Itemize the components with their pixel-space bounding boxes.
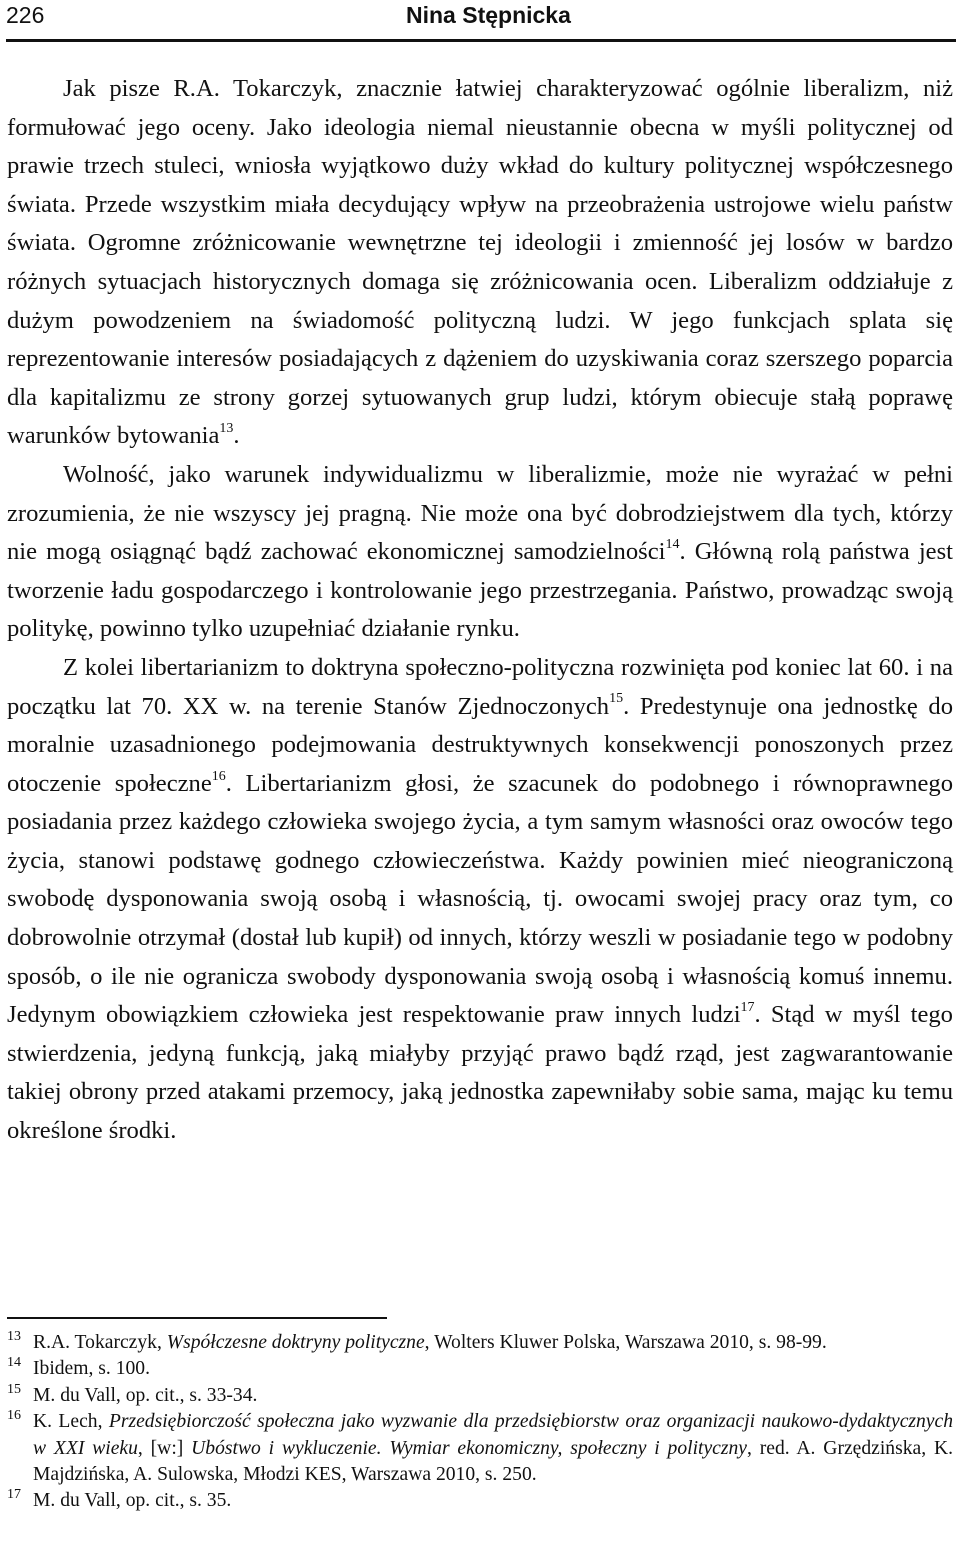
footnote-text: , Wolters Kluwer Polska, Warszawa 2010, s. 98-99. [424,1332,827,1353]
paragraph [7,456,953,649]
text-run: Wolność, jako warunek indywidualizmu w liberalizmie, może nie wyrażać w pełni zrozumienia, że nie wszyscy jej pragną. Nie może ona być dobrodziejstwem dla tych, którzy nie mogą osiągnąć bądź zachować ekonomicznej samodzielności [7,460,953,566]
main-text [7,70,953,1151]
footnote-number: 17 [7,1487,21,1503]
footnote-ref[interactable]: 16 [211,768,226,784]
footnote [7,1356,953,1382]
footnote [7,1330,953,1356]
footnote-ref[interactable]: 15 [609,691,624,707]
header-rule [6,39,956,42]
paragraph [7,70,953,456]
footnote-text: M. du Vall, op. cit., s. 33-34. [33,1384,258,1406]
footnote-ref[interactable]: 13 [219,421,234,437]
footnotes [7,1330,953,1515]
footnote-number: 15 [7,1381,21,1397]
footnote-ref[interactable]: 17 [740,1000,755,1016]
text-run: Jak pisze R.A. Tokarczyk, znacznie łatwiej charakteryzować ogólnie liberalizm, niż formułować jego oceny. Jako ideologia niemal nieustannie obecna w myśli politycznej od prawie trzech stuleci, wniosła wyjątkowo duży wkład do kultury politycznej współczesnego świata. Przede wszystkim miała decydujący wpływ na przeobrażenia ustrojowe wielu państw świata. Ogromne zróżnicowanie wewnętrzne tej ideologii i zmienność jej losów w bardzo różnych sytuacjach historycznych domaga się zróżnicowania ocen. Liberalizm oddziałuje z dużym powodzeniem na świadomość polityczną ludzi. W jego funkcjach splata się reprezentowanie interesów posiadających z dążeniem do uzyskiwania coraz szerszego poparcia dla kapitalizmu ze strony gorzej sytuowanych grup ludzi, którym obiecuje stałą poprawę warunków bytowania [7,75,953,450]
footnote-title: Współczesne doktryny polityczne [166,1332,425,1353]
footnote-text: M. du Vall, op. cit., s. 35. [33,1490,232,1512]
text-run: . [233,422,240,450]
text-run: . Libertarianizm głosi, że szacunek do podobnego i równoprawnego posiadania przez każdego człowieka swojego życia, a tym samym własności oraz owoców tego życia, stanowi podstawę godnego człowieczeństwa. Każdy powinien mieć nieograniczoną swobodę dysponowania swoją osobą i własnością, tj. owocami swojej pracy oraz tym, co dobrowolnie otrzymał (dostał lub kupił) od innych, którzy weszli w posiadanie tego w podobny sposób, o ile nie ogranicza swobody dysponowania swoją osobą i własnością komuś innemu. Jedynym obowiązkiem człowieka jest respektowanie praw innych ludzi [7,769,953,1029]
footnote-text: K. Lech, [33,1411,109,1433]
running-header [6,0,956,40]
footnote [7,1383,953,1409]
text-run: . Główną rolą państwa jest tworzenie ładu gospodarczego i kontrolowanie jego przestrzegania. Państwo, prowadząc swoją politykę, powinno tylko uzupełniać działanie rynku. [7,538,953,643]
text-run: . Predestynuje ona jednostkę do moralnie uzasadnionego podejmowania destruktywnych konsekwencji ponoszonych przez otoczenie społeczne [7,692,953,797]
footnote-number: 16 [7,1408,21,1424]
paragraph [7,649,953,1151]
footnote [7,1409,953,1488]
footnote-text: , [w:] [137,1437,192,1459]
footnote-text: , red. A. Grzędzińska, K. Majdzińska, A. Sulowska, Młodzi KES, Warszawa 2010, s. 250. [33,1437,954,1486]
text-run: Z kolei libertarianizm to doktryna społeczno-polityczna rozwinięta pod koniec lat 60. i na początku lat 70. XX w. na terenie Stanów Zjednoczonych [7,653,953,720]
footnote-ref[interactable]: 14 [665,536,680,552]
footnote [7,1488,953,1514]
footnote-number: 13 [7,1329,21,1344]
footnote-text: Ibidem, s. 100. [33,1358,151,1380]
footnote-number: 14 [7,1355,21,1371]
footnote-title: Przedsiębiorczość społeczna jako wyzwanie dla przedsiębiorstw oraz organizacji naukowo-dydaktycznych w XXI wieku [33,1411,953,1459]
footnote-title: Ubóstwo i wykluczenie. Wymiar ekonomiczny, społeczny i polityczny [191,1437,747,1459]
running-head-author: Nina Stępnicka [406,2,571,28]
footnote-separator [7,1317,387,1319]
text-run: . Stąd w myśl tego stwierdzenia, jedyną funkcją, jaką miałyby przyjąć prawo bądź rząd, jest zagwarantowanie takiej obrony przed atakami przemocy, jaką jednostka zapewniłaby sobie sama, mając ku temu określone środki. [7,1001,953,1145]
page-number: 226 [6,2,45,28]
footnote-text: R.A. Tokarczyk, [33,1332,167,1353]
